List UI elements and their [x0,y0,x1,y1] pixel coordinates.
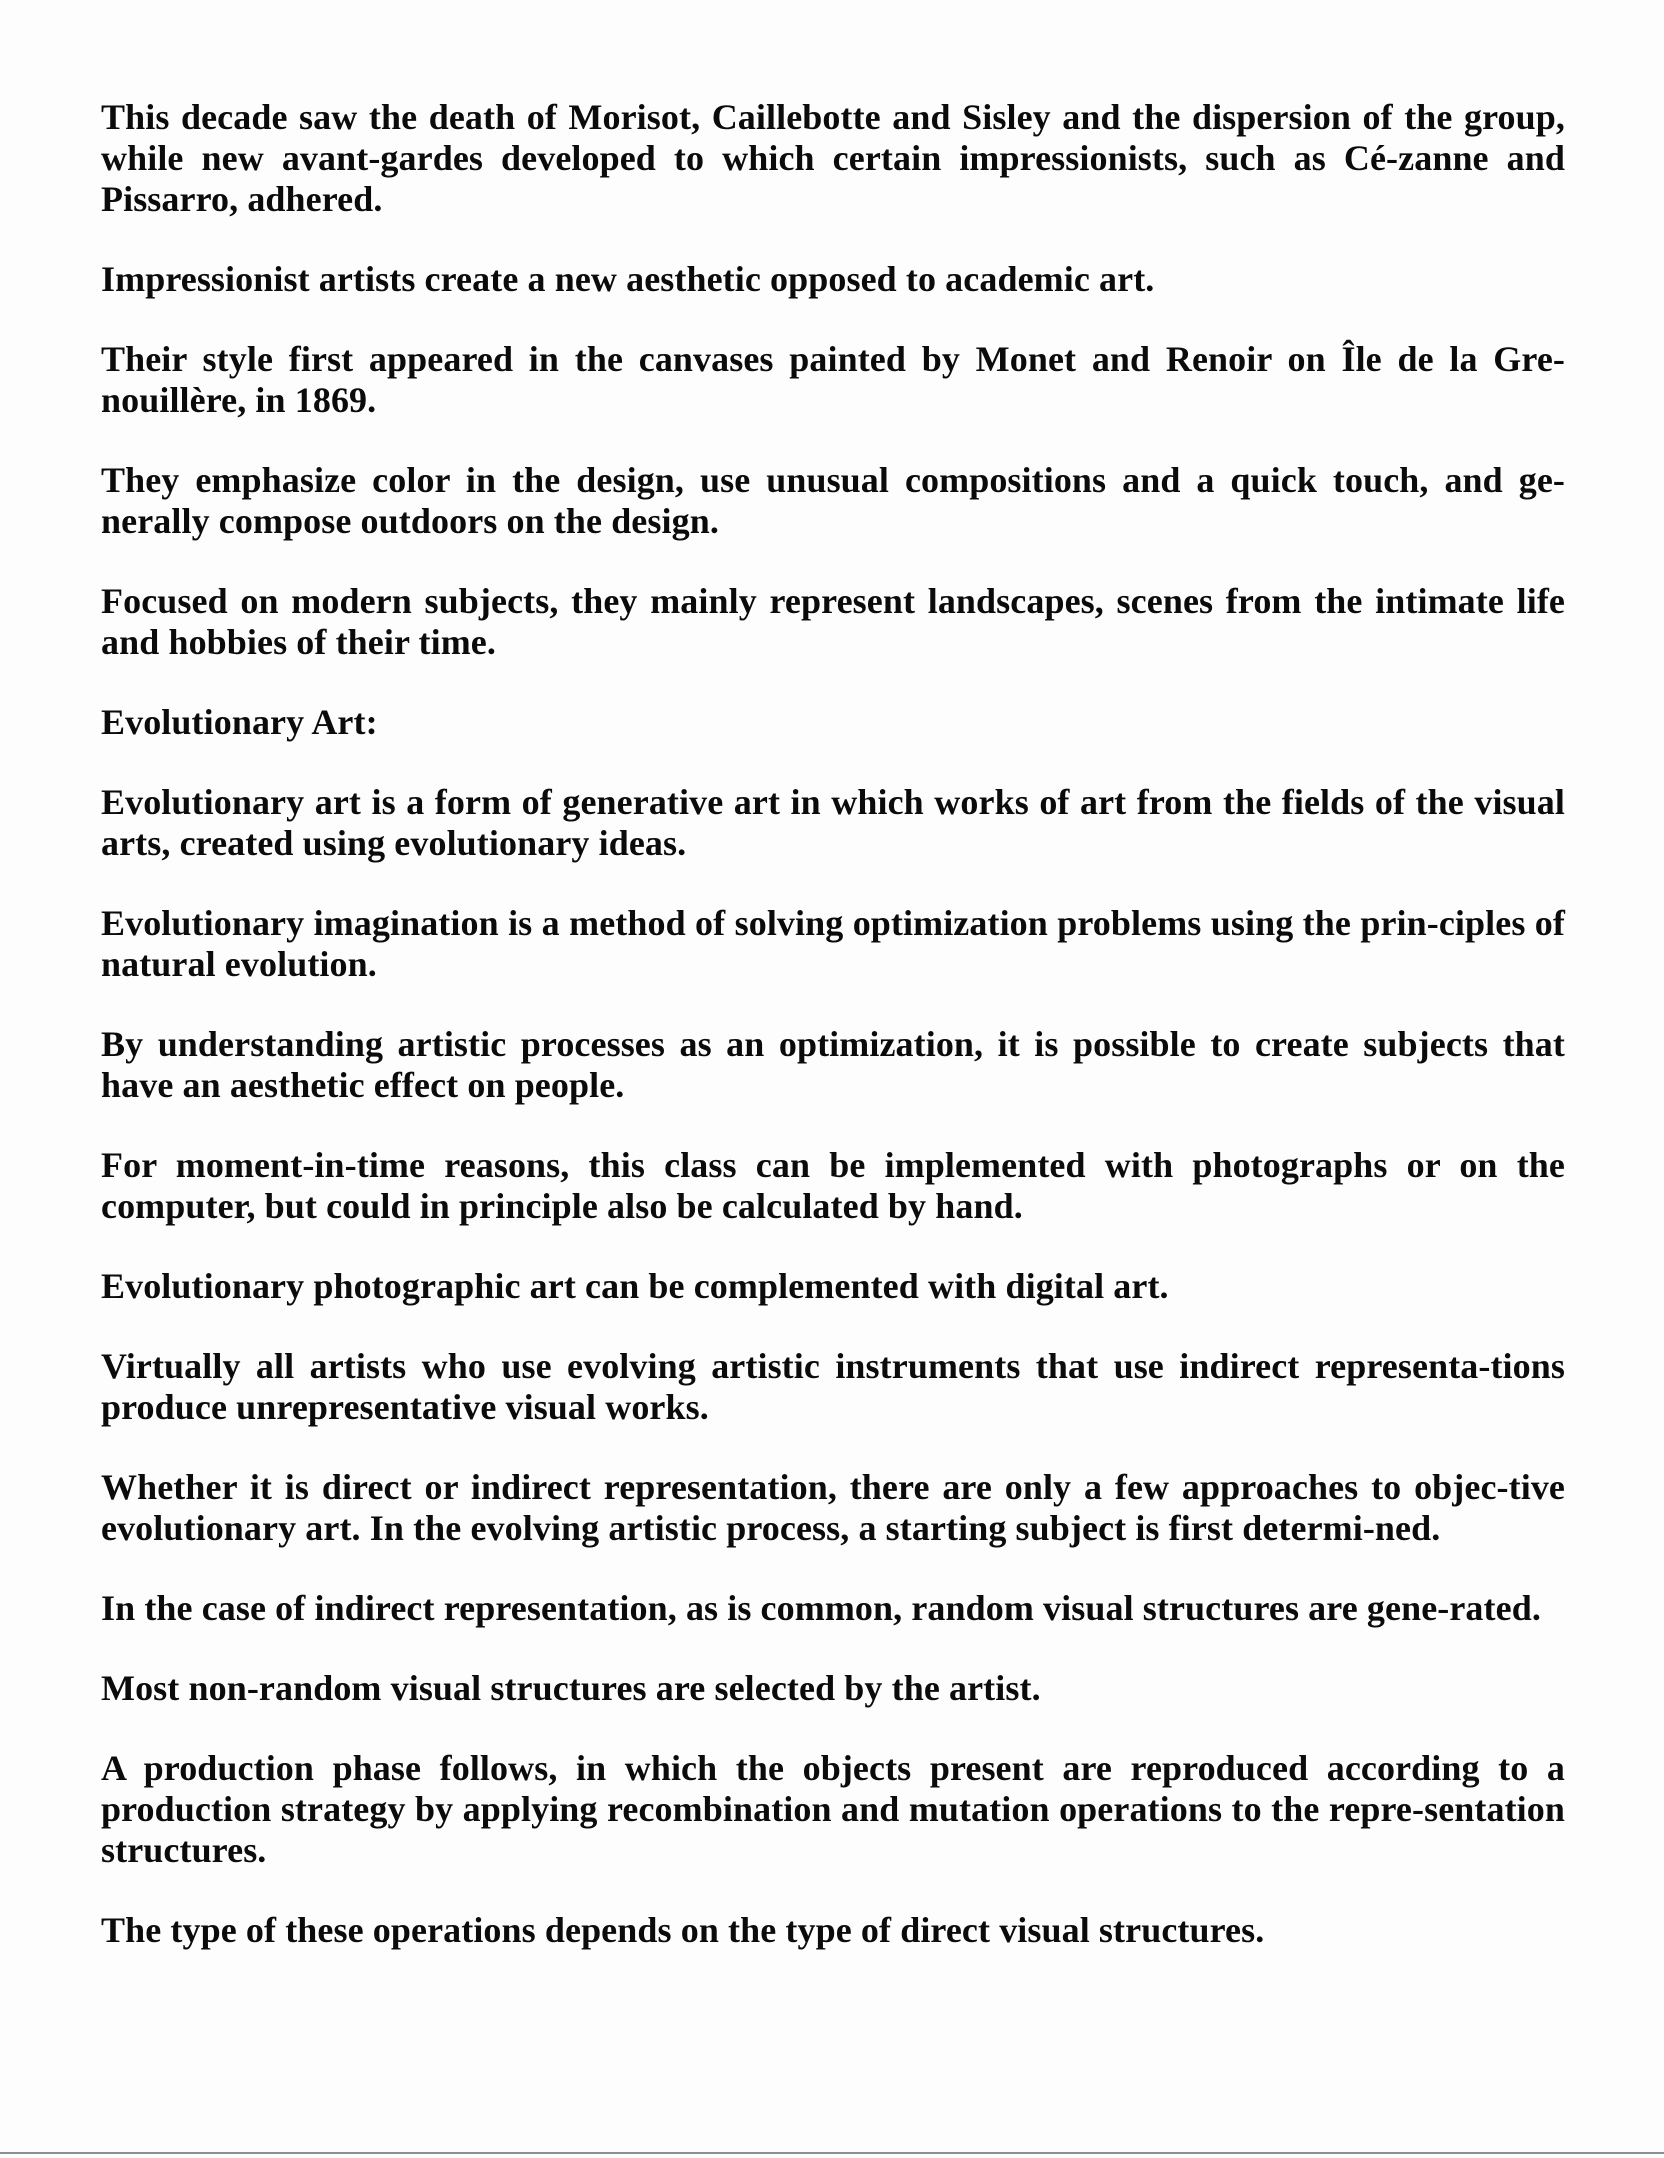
paragraph-9: By understanding artistic processes as an optimization, it is possible to create subjects that have an aesthetic effect on people. [101,1024,1565,1105]
paragraph-2: Impressionist artists create a new aesthetic opposed to academic art. [101,259,1155,299]
paragraph-5: Focused on modern subjects, they mainly represent landscapes, scenes from the intimate life and hobbies of their time. [101,581,1565,662]
paragraph-17: The type of these operations depends on the type of direct visual structures. [101,1910,1265,1950]
paragraph-3: Their style first appeared in the canvases painted by Monet and Renoir on Île de la Gre-nouillère, in 1869. [101,339,1565,420]
paragraph-8: Evolutionary imagination is a method of solving optimization problems using the prin-ciples of natural evolution. [101,903,1565,984]
paragraph-11: Evolutionary photographic art can be complemented with digital art. [101,1266,1169,1306]
paragraph-1: This decade saw the death of Morisot, Caillebotte and Sisley and the dispersion of the group, while new avant-gardes developed to which certain impressionists, such as Cé-zanne and Pissarro, adhered. [101,97,1565,219]
paragraph-13: Whether it is direct or indirect representation, there are only a few approaches to objec-tive evolutionary art. In the evolving artistic process, a starting subject is first determi-ned. [101,1467,1565,1548]
paragraph-7: Evolutionary art is a form of generative art in which works of art from the fields of the visual arts, created using evolutionary ideas. [101,782,1565,863]
paragraph-16: A production phase follows, in which the objects present are reproduced according to a production strategy by applying recombination and mutation operations to the repre-sentation structures. [101,1748,1565,1870]
section-heading-evolutionary-art: Evolutionary Art: [101,702,378,742]
document-page [101,97,1565,1990]
bottom-border-line [0,2152,1664,2154]
paragraph-10: For moment-in-time reasons, this class can be implemented with photographs or on the computer, but could in principle also be calculated by hand. [101,1145,1565,1226]
paragraph-4: They emphasize color in the design, use unusual compositions and a quick touch, and ge-nerally compose outdoors on the design. [101,460,1565,541]
paragraph-15: Most non-random visual structures are selected by the artist. [101,1668,1041,1708]
paragraph-14: In the case of indirect representation, as is common, random visual structures are gene-rated. [101,1588,1541,1628]
paragraph-12: Virtually all artists who use evolving artistic instruments that use indirect representa-tions produce unrepresentative visual works. [101,1346,1565,1427]
